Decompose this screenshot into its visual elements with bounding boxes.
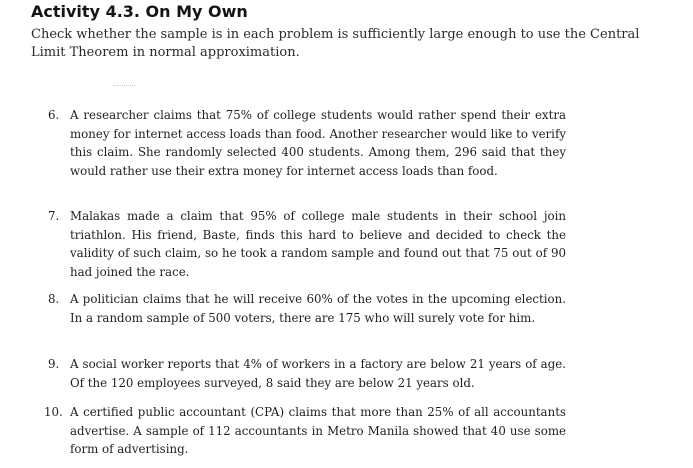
problem-number: 6. <box>48 108 60 122</box>
problem-text: A politician claims that he will receive 60% of the votes in the upcoming election. In a random sample of 500 voters, there are 175 who will surely vote for him. <box>70 292 566 325</box>
problem-text: A certified public accountant (CPA) claims that more than 25% of all accountants advertise. A sample of 112 accountants in Metro Manila showed that 40 use some form of advertising. <box>70 405 566 456</box>
problem-number: 9. <box>48 357 60 371</box>
problem-text: A researcher claims that 75% of college students would rather spend their extra money for internet access loads than food. Another researcher would like to verify this claim. She randomly selected 400 students. Among them, 296 said that they would rather use their extra money for internet access loads than food. <box>70 108 566 178</box>
faint-mark <box>113 85 135 89</box>
problem-number: 7. <box>48 209 60 223</box>
activity-instructions: Check whether the sample is in each problem is sufficiently large enough to use the Central Limit Theorem in normal approximation. <box>31 27 640 60</box>
problem-text: A social worker reports that 4% of workers in a factory are below 21 years of age. Of the 120 employees surveyed, 8 said they are below 21 years old. <box>70 357 566 390</box>
problem-number: 8. <box>48 292 60 306</box>
activity-title: Activity 4.3. On My Own <box>31 2 248 21</box>
problem-text: Malakas made a claim that 95% of college male students in their school join triathlon. His friend, Baste, finds this hard to believe and decided to check the validity of such claim, so he took a random sample and found out that 75 out of 90 had joined the race. <box>70 209 566 279</box>
problem-number: 10. <box>44 405 63 419</box>
